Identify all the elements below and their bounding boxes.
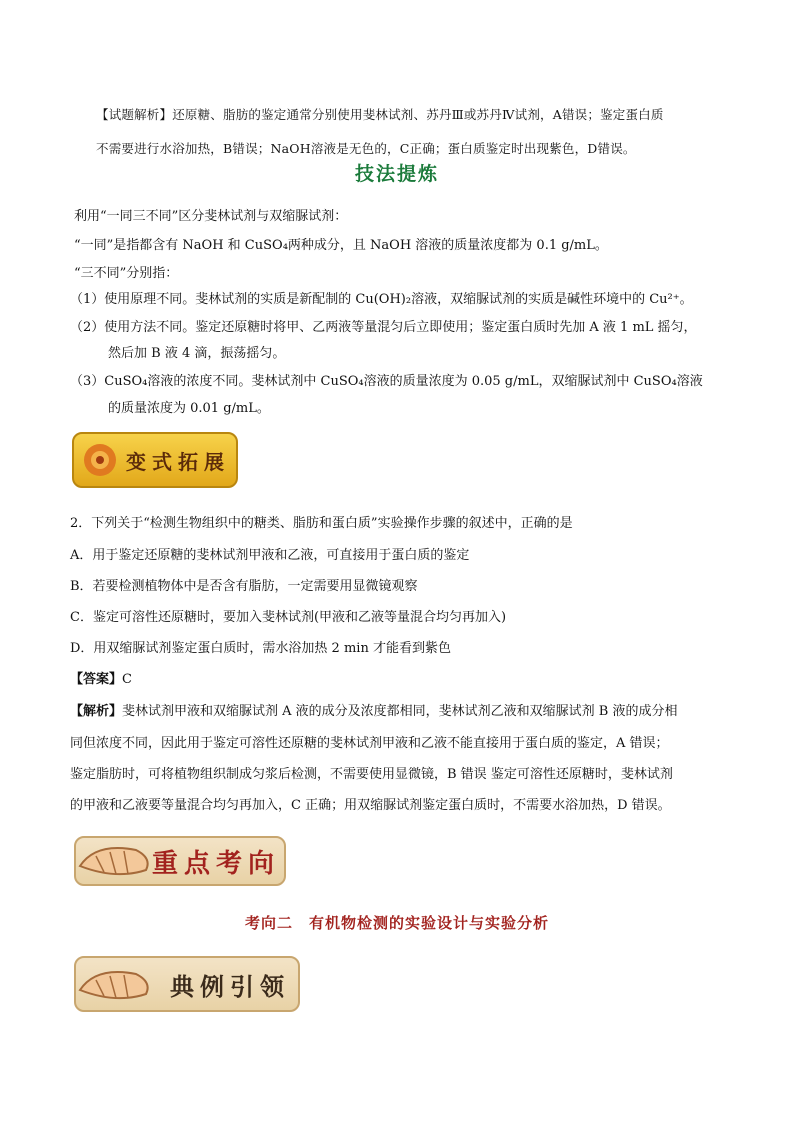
technique-point-3a: （3）CuSO₄溶液的浓度不同。斐林试剂中 CuSO₄溶液的质量浓度为 0.05 g/mL，双缩脲试剂中 CuSO₄溶液 (70, 374, 703, 389)
topic-title: 考向二 有机物检测的实验设计与实验分析 (244, 914, 549, 932)
explanation-label: 【解析】 (70, 704, 123, 719)
variation-banner-label: 变式拓展 (126, 449, 230, 474)
focus-banner (74, 836, 286, 886)
variation-banner (72, 432, 238, 488)
option-c: C．鉴定可溶性还原糖时，要加入斐林试剂(甲液和乙液等量混合均匀再加入) (70, 610, 507, 625)
technique-sanbutong: “三不同”分别指： (74, 266, 179, 281)
technique-point-2b: 然后加 B 液 4 滴，振荡摇匀。 (108, 346, 286, 361)
example-banner (74, 956, 300, 1012)
option-a: A．用于鉴定还原糖的斐林试剂甲液和乙液，可直接用于蛋白质的鉴定 (70, 548, 470, 563)
explanation-line-2: 同但浓度不同，因此用于鉴定可溶性还原糖的斐林试剂甲液和乙液不能直接用于蛋白质的鉴定，A 错误； (70, 736, 669, 751)
option-d: D．用双缩脲试剂鉴定蛋白质时，需水浴加热 2 min 才能看到紫色 (70, 641, 451, 656)
analysis-paragraph (96, 98, 696, 166)
answer-line (70, 668, 132, 687)
answer-label: 【答案】 (70, 672, 123, 687)
shell-icon (76, 958, 156, 1010)
section-title: 技法提炼 (354, 163, 439, 185)
explanation-line-3: 鉴定脂肪时，可将植物组织制成匀浆后检测，不需要使用显微镜，B 错误 鉴定可溶性还原糖时，斐林试剂 (70, 767, 673, 782)
flower-icon (76, 434, 124, 486)
shell-icon (76, 836, 156, 886)
explanation-line-1: 【解析】斐林试剂甲液和双缩脲试剂 A 液的成分及浓度都相同，斐林试剂乙液和双缩脲试剂 B 液的成分相 (70, 704, 678, 719)
option-b: B．若要检测植物体中是否含有脂肪，一定需要用显微镜观察 (70, 579, 418, 594)
technique-yitong: “一同”是指都含有 NaOH 和 CuSO₄两种成分，且 NaOH 溶液的质量浓度都为 0.1 g/mL。 (74, 238, 608, 253)
explanation-line-4: 的甲液和乙液要等量混合均匀再加入，C 正确；用双缩脲试剂鉴定蛋白质时，不需要水浴加热，D 错误。 (70, 798, 671, 813)
technique-point-3b: 的质量浓度为 0.01 g/mL。 (108, 401, 270, 416)
question-stem: 2．下列关于“检测生物组织中的糖类、脂肪和蛋白质”实验操作步骤的叙述中，正确的是 (70, 516, 573, 531)
analysis-line-1: 【试题解析】还原糖、脂肪的鉴定通常分别使用斐林试剂、苏丹Ⅲ或苏丹Ⅳ试剂，A错误；鉴定蛋白质 (96, 107, 664, 122)
example-banner-label: 典例引领 (170, 971, 290, 1001)
technique-intro: 利用“一同三不同”区分斐林试剂与双缩脲试剂： (74, 209, 348, 224)
technique-point-1: （1）使用原理不同。斐林试剂的实质是新配制的 Cu(OH)₂溶液，双缩脲试剂的实质是碱性环境中的 Cu²⁺。 (70, 292, 693, 307)
answer-value: C (122, 672, 132, 687)
technique-point-2a: （2）使用方法不同。鉴定还原糖时将甲、乙两液等量混匀后立即使用；鉴定蛋白质时先加 A 液 1 mL 摇匀， (70, 320, 697, 335)
focus-banner-label: 重点考向 (152, 848, 281, 879)
analysis-line-2: 不需要进行水浴加热，B错误；NaOH溶液是无色的，C正确；蛋白质鉴定时出现紫色，D错误。 (96, 141, 636, 156)
